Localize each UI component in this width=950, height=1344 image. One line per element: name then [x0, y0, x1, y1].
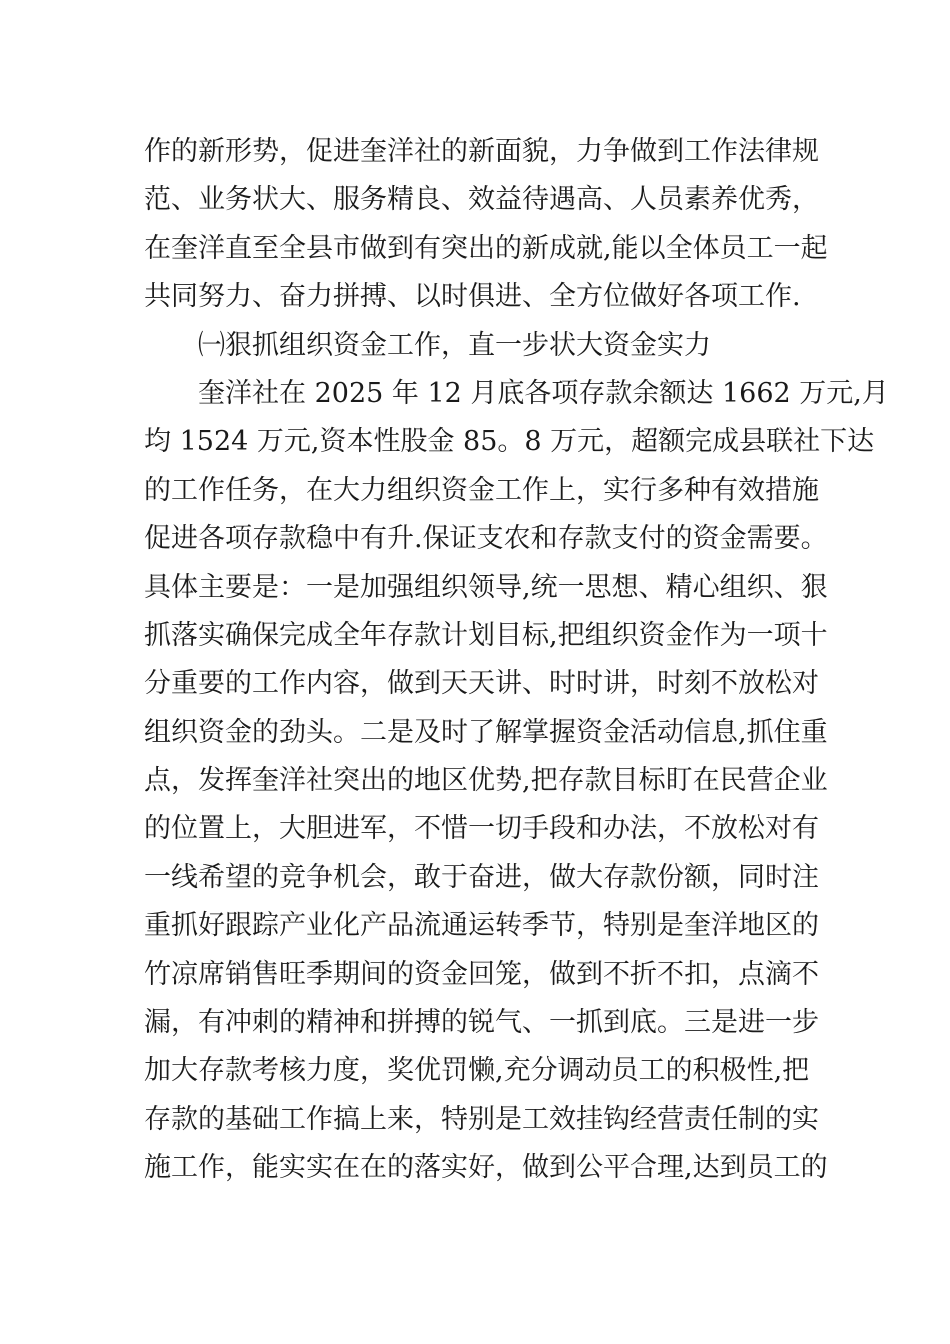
text-line: 一线希望的竞争机会，敢于奋进，做大存款份额，同时注	[144, 861, 819, 893]
text-line: 抓落实确保完成全年存款计划目标,把组织资金作为一项十	[144, 619, 828, 651]
text-line: 施工作，能实实在在的落实好，做到公平合理,达到员工的	[144, 1152, 828, 1184]
text-line: 重抓好跟踪产业化产品流通运转季节，特别是奎洋地区的	[144, 910, 819, 942]
text-line: 奎洋社在 2025 年 12 月底各项存款余额达 1662 万元,月	[198, 377, 889, 409]
section-heading: ㈠狠抓组织资金工作，直一步状大资金实力	[198, 329, 711, 361]
text-line: 组织资金的劲头。二是及时了解掌握资金活动信息,抓住重	[144, 716, 828, 748]
text-line: 范、业务状大、服务精良、效益待遇高、人员素养优秀，	[144, 184, 819, 216]
text-line: 均 1524 万元,资本性股金 85。8 万元，超额完成县联社下达	[144, 426, 875, 458]
text-line: 存款的基础工作搞上来，特别是工效挂钩经营责任制的实	[144, 1103, 819, 1135]
text-line: 分重要的工作内容，做到天天讲、时时讲，时刻不放松对	[144, 668, 819, 700]
text-line: 漏，有冲刺的精神和拼搏的锐气、一抓到底。三是进一步	[144, 1007, 819, 1039]
text-line: 共同努力、奋力拼搏、以时俱进、全方位做好各项工作.	[144, 281, 801, 313]
text-line: 加大存款考核力度，奖优罚懒,充分调动员工的积极性,把	[144, 1055, 810, 1087]
text-line: 在奎洋直至全县市做到有突出的新成就,能以全体员工一起	[144, 232, 828, 264]
text-line: 作的新形势，促进奎洋社的新面貌，力争做到工作法律规	[144, 136, 819, 167]
body-text	[144, 128, 889, 1193]
text-line: 竹凉席销售旺季期间的资金回笼，做到不折不扣，点滴不	[144, 958, 819, 990]
text-line: 促进各项存款稳中有升.保证支农和存款支付的资金需要。	[144, 523, 828, 555]
text-line: 具体主要是：一是加强组织领导,统一思想、精心组织、狠	[144, 571, 828, 603]
text-line: 的位置上，大胆进军，不惜一切手段和办法，不放松对有	[144, 813, 819, 845]
text-line: 的工作任务，在大力组织资金工作上，实行多种有效措施	[144, 474, 819, 506]
text-line: 点，发挥奎洋社突出的地区优势,把存款目标盯在民营企业	[144, 765, 828, 797]
